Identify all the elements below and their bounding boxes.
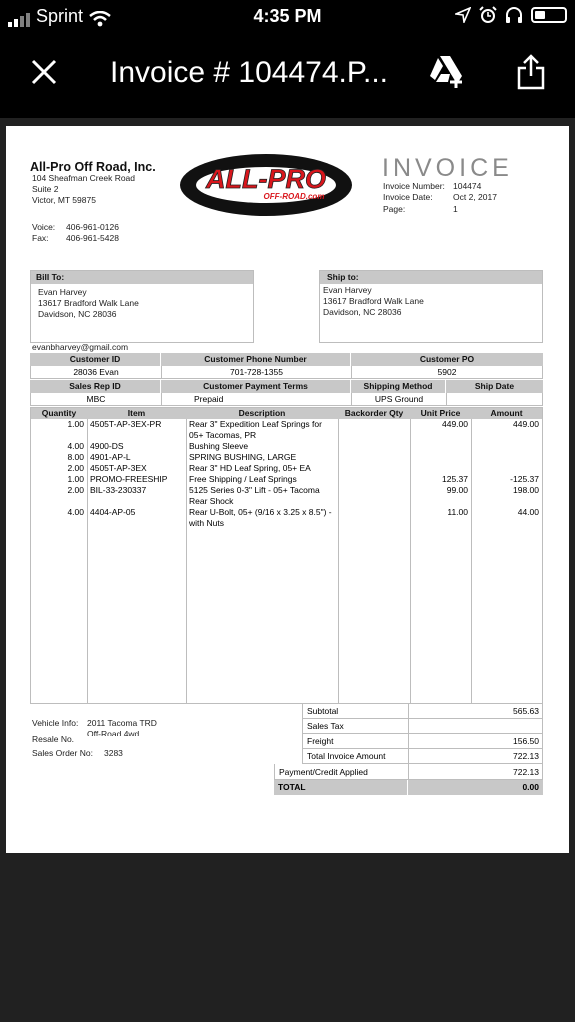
status-time: 4:35 PM <box>253 6 322 26</box>
bill-to-line-3: Davidson, NC 28036 <box>38 309 117 319</box>
item-qty: 2.00 <box>67 463 84 473</box>
payment-terms: Prepaid <box>162 393 352 405</box>
subtotal-value: 565.63 <box>513 706 539 716</box>
item-unit <box>410 452 471 463</box>
item-description <box>186 441 338 452</box>
invoice-number: 104474 <box>453 181 482 191</box>
header-description: Description <box>238 408 286 418</box>
item-unit: 11.00 <box>447 507 468 517</box>
item-backorder-qty <box>338 463 410 474</box>
total-invoice-value: 722.13 <box>513 751 539 761</box>
item-item: BIL-33-230337 <box>90 485 147 495</box>
customer-po: 5902 <box>437 367 457 377</box>
status-right <box>455 6 567 24</box>
item-backorder-qty <box>338 507 410 529</box>
item-backorder-qty <box>338 441 410 452</box>
item-description <box>186 507 338 529</box>
totals-row-sales-tax <box>302 719 543 734</box>
header-unit-price: Unit Price <box>420 408 461 418</box>
subtotal-label: Subtotal <box>303 704 409 718</box>
headphones-icon <box>505 6 523 24</box>
resale-label: Resale No. <box>32 734 75 744</box>
location-arrow-icon <box>455 7 471 23</box>
viewer-toolbar <box>0 34 575 118</box>
item-description-line: Rear 3" Expedition Leaf Springs for <box>189 419 322 429</box>
item-item: 4901-AP-L <box>90 452 131 462</box>
company-address-3: Victor, MT 59875 <box>32 195 96 205</box>
item-description <box>186 463 338 474</box>
item-description <box>186 419 338 441</box>
share-icon[interactable] <box>516 54 546 90</box>
sales-order-label: Sales Order No: <box>32 748 93 758</box>
ship-to-line-3: Davidson, NC 28036 <box>323 307 402 317</box>
bill-to-line-1: Evan Harvey <box>38 287 87 297</box>
item-qty: 1.00 <box>67 419 84 429</box>
totals-row-subtotal <box>302 704 543 719</box>
totals-table <box>274 704 543 795</box>
company-logo <box>178 152 354 218</box>
header-shipping-method: Shipping Method <box>351 380 446 393</box>
sales-info-table <box>30 380 543 406</box>
item-amount: -125.37 <box>510 474 539 484</box>
header-customer-phone: Customer Phone Number <box>161 353 351 366</box>
company-address-1: 104 Sheafman Creek Road <box>32 173 136 183</box>
status-bar <box>0 0 575 34</box>
item-amount: 198.00 <box>513 485 539 495</box>
item-item: 4505T-AP-3EX <box>90 463 147 473</box>
ship-date <box>447 393 542 405</box>
payment-applied-value: 722.13 <box>513 767 539 777</box>
item-amount <box>471 452 542 463</box>
totals-row-freight <box>302 734 543 749</box>
item-description-line: 05+ Tacomas, PR <box>189 430 257 440</box>
ship-to-line-1: Evan Harvey <box>323 285 372 295</box>
item-unit: 449.00 <box>442 419 468 429</box>
line-items-header <box>31 408 542 419</box>
item-backorder-qty <box>338 419 410 441</box>
header-ship-date: Ship Date <box>474 381 515 391</box>
vehicle-info-line-2: Off-Road 4wd <box>87 729 140 736</box>
logo-subtext: OFF-ROAD.com <box>263 192 325 201</box>
sales-tax-value <box>409 719 542 733</box>
item-description <box>186 452 338 463</box>
logo-text: ALL-PRO <box>206 164 326 194</box>
item-description-line: SPRING BUSHING, LARGE <box>189 452 297 462</box>
header-amount: Amount <box>490 408 523 418</box>
item-description-line: Bushing Sleeve <box>189 441 249 451</box>
item-backorder-qty <box>338 485 410 507</box>
item-item: PROMO-FREESHIP <box>90 474 168 484</box>
header-customer-id: Customer ID <box>30 353 161 366</box>
line-items-body <box>31 419 542 529</box>
total-invoice-label: Total Invoice Amount <box>303 749 409 763</box>
item-description-line: Free Shipping / Leaf Springs <box>189 474 297 484</box>
freight-label: Freight <box>303 734 409 748</box>
item-backorder-qty <box>338 474 410 485</box>
page-label: Page: <box>383 204 406 214</box>
vehicle-info-label: Vehicle Info: <box>32 718 79 728</box>
totals-row-total <box>274 780 543 795</box>
item-qty: 4.00 <box>67 507 84 517</box>
table-row <box>31 485 542 507</box>
item-description-line: Rear U-Bolt, 05+ (9/16 x 3.25 x 8.5") - <box>189 507 332 517</box>
item-qty: 2.00 <box>67 485 84 495</box>
item-description-line: 5125 Series 0-3" Lift - 05+ Tacoma <box>189 485 320 495</box>
item-amount <box>471 463 542 474</box>
table-row <box>31 441 542 452</box>
item-amount: 449.00 <box>513 419 539 429</box>
item-description-line: Rear 3" HD Leaf Spring, 05+ EA <box>189 463 311 473</box>
header-quantity: Quantity <box>41 408 77 418</box>
invoice-document <box>6 126 569 853</box>
close-icon[interactable] <box>30 58 58 86</box>
bill-to-box <box>30 270 254 343</box>
item-description-line: with Nuts <box>189 518 224 528</box>
line-items-table <box>30 407 543 704</box>
battery-icon <box>531 7 567 23</box>
table-row <box>31 452 542 463</box>
header-backorder-qty: Backorder Qty <box>344 408 404 418</box>
item-backorder-qty <box>338 452 410 463</box>
bill-to-label: Bill To: <box>31 271 253 284</box>
company-name: All-Pro Off Road, Inc. <box>30 160 156 174</box>
ship-to-box <box>319 270 543 343</box>
ship-to-line-2: 13617 Bradford Walk Lane <box>323 296 424 306</box>
freight-value: 156.50 <box>513 736 539 746</box>
item-description <box>186 474 338 485</box>
shipping-method: UPS Ground <box>352 393 447 405</box>
item-unit <box>410 441 471 452</box>
header-item: Item <box>127 408 146 418</box>
payment-applied-label: Payment/Credit Applied <box>275 764 409 779</box>
item-amount: 44.00 <box>517 507 539 517</box>
totals-row-total-invoice <box>302 749 543 764</box>
item-unit <box>410 463 471 474</box>
item-description <box>186 485 338 507</box>
table-row <box>31 474 542 485</box>
table-row <box>31 507 542 529</box>
item-description-line: Rear Shock <box>189 496 234 506</box>
item-unit: 125.37 <box>442 474 468 484</box>
customer-phone: 701-728-1355 <box>162 366 352 378</box>
alarm-icon <box>479 6 497 24</box>
totals-row-payment <box>274 764 543 780</box>
item-item: 4505T-AP-3EX-PR <box>90 419 162 429</box>
add-to-drive-icon[interactable] <box>428 54 464 90</box>
document-title: Invoice # 104474.P... <box>110 56 388 89</box>
sales-order-number: 3283 <box>104 748 123 758</box>
item-item: 4404-AP-05 <box>90 507 136 517</box>
ship-to-label: Ship to: <box>320 271 542 284</box>
voice-label: Voice: <box>32 222 56 232</box>
invoice-date: Oct 2, 2017 <box>453 192 497 202</box>
invoice-date-label: Invoice Date: <box>383 192 433 202</box>
item-unit: 99.00 <box>446 485 468 495</box>
total-value: 0.00 <box>522 782 539 792</box>
company-address-2: Suite 2 <box>32 184 59 194</box>
table-row <box>31 419 542 441</box>
voice-number: 406-961-0126 <box>66 222 119 232</box>
vehicle-info-line-1: 2011 Tacoma TRD <box>87 718 157 728</box>
item-qty: 1.00 <box>67 474 84 484</box>
total-label: TOTAL <box>274 780 408 795</box>
table-row <box>31 463 542 474</box>
item-item: 4900-DS <box>90 441 124 451</box>
item-qty: 8.00 <box>67 452 84 462</box>
customer-email: evanbharvey@gmail.com <box>32 342 129 352</box>
invoice-number-label: Invoice Number: <box>383 181 445 191</box>
fax-number: 406-961-5428 <box>66 233 119 243</box>
carrier-name: Sprint <box>36 6 84 26</box>
header-payment-terms: Customer Payment Terms <box>161 380 351 393</box>
customer-id: 28036 Evan <box>31 366 162 378</box>
header-sales-rep: Sales Rep ID <box>30 380 161 393</box>
bill-to-line-2: 13617 Bradford Walk Lane <box>38 298 139 308</box>
invoice-heading: INVOICE <box>382 154 513 182</box>
sales-tax-label: Sales Tax <box>303 719 409 733</box>
item-qty: 4.00 <box>67 441 84 451</box>
vehicle-info-box <box>87 718 157 736</box>
fax-label: Fax: <box>32 233 49 243</box>
page-number: 1 <box>453 204 458 214</box>
customer-info-table <box>30 353 543 379</box>
header-customer-po: Customer PO <box>419 354 475 364</box>
item-amount <box>471 441 542 452</box>
sales-rep-id: MBC <box>31 393 162 405</box>
